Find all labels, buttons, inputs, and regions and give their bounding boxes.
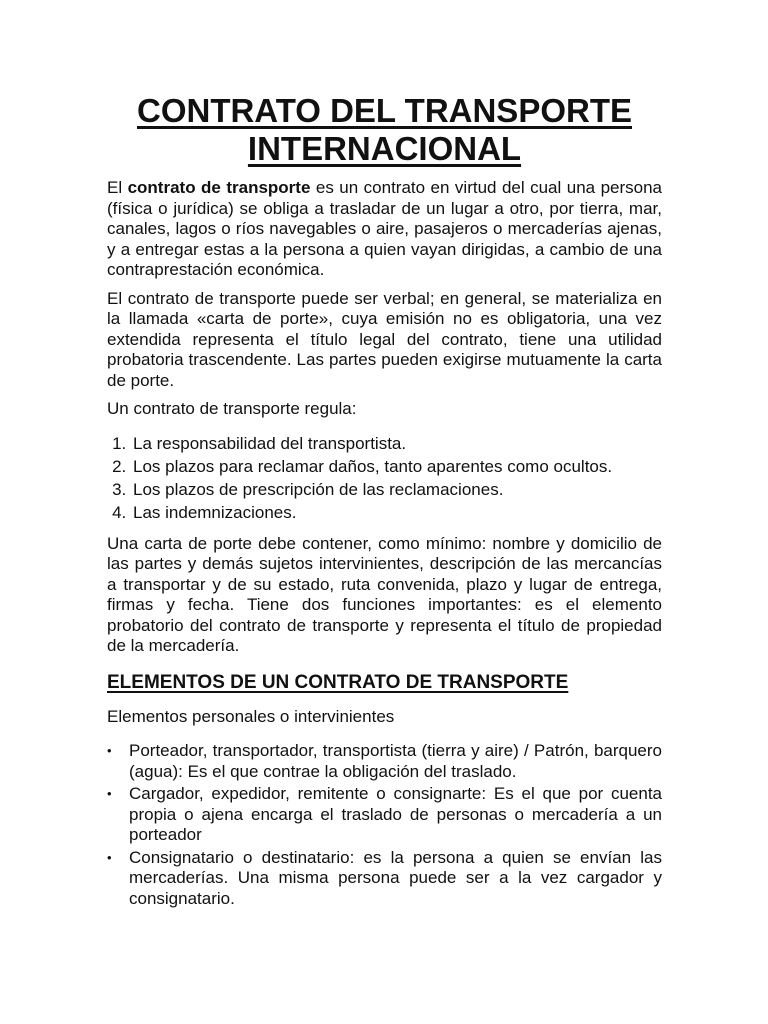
numbered-list-item: 1. La responsabilidad del transportista. — [131, 432, 662, 455]
bullet-text: Consignatario o destinatario: es la persona a quien se envían las mercaderías. Una misma persona puede ser a la vez cargador y consignatario. — [129, 847, 662, 908]
regula-paragraph: Un contrato de transporte regula: — [107, 399, 357, 418]
bullet-list-item — [107, 741, 662, 782]
bullet-text: Cargador, expedidor, remitente o consignarte: Es el que por cuenta propia o ajena encarga el traslado de personas o mercadería a un porteador — [129, 784, 662, 844]
numbered-list-item: 2. Los plazos para reclamar daños, tanto aparentes como ocultos. — [131, 455, 662, 478]
bullet-text: Porteador, transportador, transportista (tierra y aire) / Patrón, barquero (agua): Es el que contrae la obligación del traslado. — [129, 741, 662, 781]
section-heading: ELEMENTOS DE UN CONTRATO DE TRANSPORTE — [107, 671, 569, 693]
intro-rest: es un contrato en virtud del cual una persona (física o jurídica) se obliga a trasladar de un lugar a otro, por tierra, mar, canales, lagos o ríos navegables o aire, pasajeros o mercaderías ajenas, y a entregar estas a la persona a quien vayan dirigidas, a cambio de una contraprestación económica. — [107, 178, 663, 279]
numbered-list-item: 4. Las indemnizaciones. — [131, 501, 662, 524]
bullet-icon: • — [107, 786, 112, 801]
bullet-icon: • — [107, 849, 112, 865]
numbered-list — [107, 432, 662, 524]
verbal-paragraph: El contrato de transporte puede ser verbal; en general, se materializa en la llamada «carta de porte», cuya emisión no es obligatoria, una vez extendida representa el título legal del contrato, tiene una utilidad probatoria trascendente. Las partes pueden exigirse mutuamente la carta de porte. — [107, 288, 662, 390]
intro-bold-term: contrato de transporte — [127, 178, 311, 197]
bullet-icon: • — [107, 743, 112, 758]
bullet-list — [107, 741, 662, 909]
document-title — [107, 92, 662, 168]
carta-paragraph: Una carta de porte debe contener, como mínimo: nombre y domicilio de las partes y demás sujetos intervinientes, descripción de las mercancías a transportar y de su estado, ruta convenida, plazo y lugar de entrega, firmas y fecha. Tiene dos funciones importantes: es el elemento probatorio del contrato de transporte y representa el título de propiedad de la mercadería. — [107, 533, 662, 655]
title-line-2: INTERNACIONAL — [247, 130, 522, 167]
title-line-1: CONTRATO DEL TRANSPORTE — [136, 92, 633, 129]
numbered-list-item: 3. Los plazos de prescripción de las reclamaciones. — [131, 478, 662, 501]
bullet-list-item — [107, 784, 662, 846]
intro-prefix: El — [107, 178, 128, 197]
bullet-list-item — [107, 848, 662, 910]
elementos-paragraph: Elementos personales o intervinientes — [107, 706, 395, 726]
intro-paragraph — [107, 178, 662, 281]
